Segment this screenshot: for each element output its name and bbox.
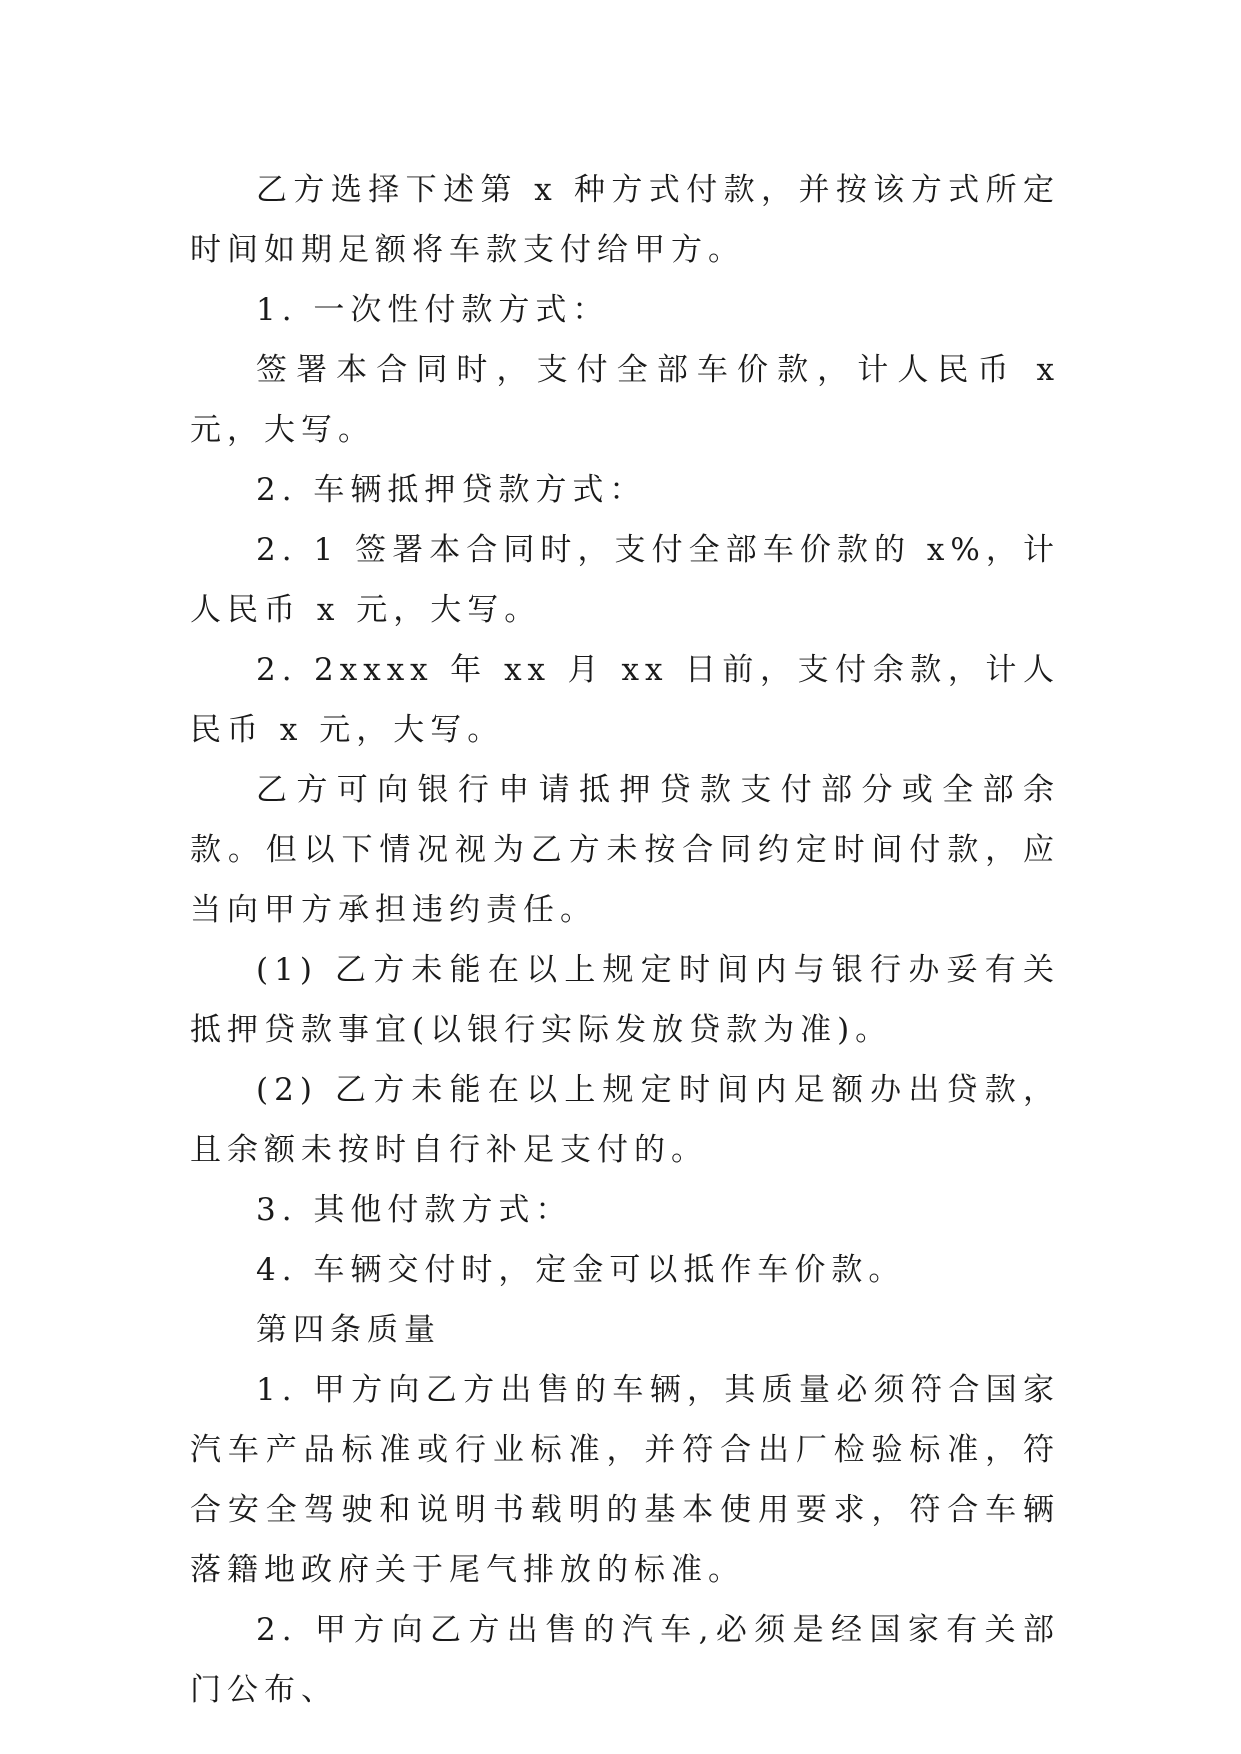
paragraph-condition-1: (1) 乙方未能在以上规定时间内与银行办妥有关抵押贷款事宜(以银行实际发放贷款为准)。 — [190, 952, 1060, 1048]
document-body — [190, 160, 1060, 1720]
paragraph-payment-choice: 乙方选择下述第 x 种方式付款，并按该方式所定时间如期足额将车款支付给甲方。 — [190, 172, 1060, 268]
paragraph-deposit: 4. 车辆交付时，定金可以抵作车价款。 — [256, 1252, 906, 1288]
paragraph-lump-sum-detail: 签署本合同时，支付全部车价款，计人民币 x 元，大写。 — [190, 352, 1060, 448]
paragraph-quality-2: 2. 甲方向乙方出售的汽车,必须是经国家有关部门公布、 — [190, 1612, 1060, 1708]
paragraph-quality-1: 1. 甲方向乙方出售的车辆，其质量必须符合国家汽车产品标准或行业标准，并符合出厂检验标准，符合安全驾驶和说明书载明的基本使用要求，符合车辆落籍地政府关于尾气排放的标准。 — [190, 1372, 1060, 1588]
paragraph-bank-loan: 乙方可向银行申请抵押贷款支付部分或全部余款。但以下情况视为乙方未按合同约定时间付款，应当向甲方承担违约责任。 — [190, 772, 1060, 928]
section-heading-quality: 第四条质量 — [256, 1312, 441, 1348]
paragraph-mortgage-heading: 2. 车辆抵押贷款方式： — [256, 472, 647, 508]
paragraph-condition-2: (2) 乙方未能在以上规定时间内足额办出贷款，且余额未按时自行补足支付的。 — [190, 1072, 1060, 1168]
paragraph-mortgage-2-1: 2. 1 签署本合同时，支付全部车价款的 x%，计人民币 x 元，大写。 — [190, 532, 1060, 628]
paragraph-lump-sum-heading: 1. 一次性付款方式： — [256, 292, 610, 328]
paragraph-mortgage-2-2: 2. 2xxxx 年 xx 月 xx 日前，支付余款，计人民币 x 元，大写。 — [190, 652, 1060, 748]
paragraph-other-payment: 3. 其他付款方式： — [256, 1192, 573, 1228]
